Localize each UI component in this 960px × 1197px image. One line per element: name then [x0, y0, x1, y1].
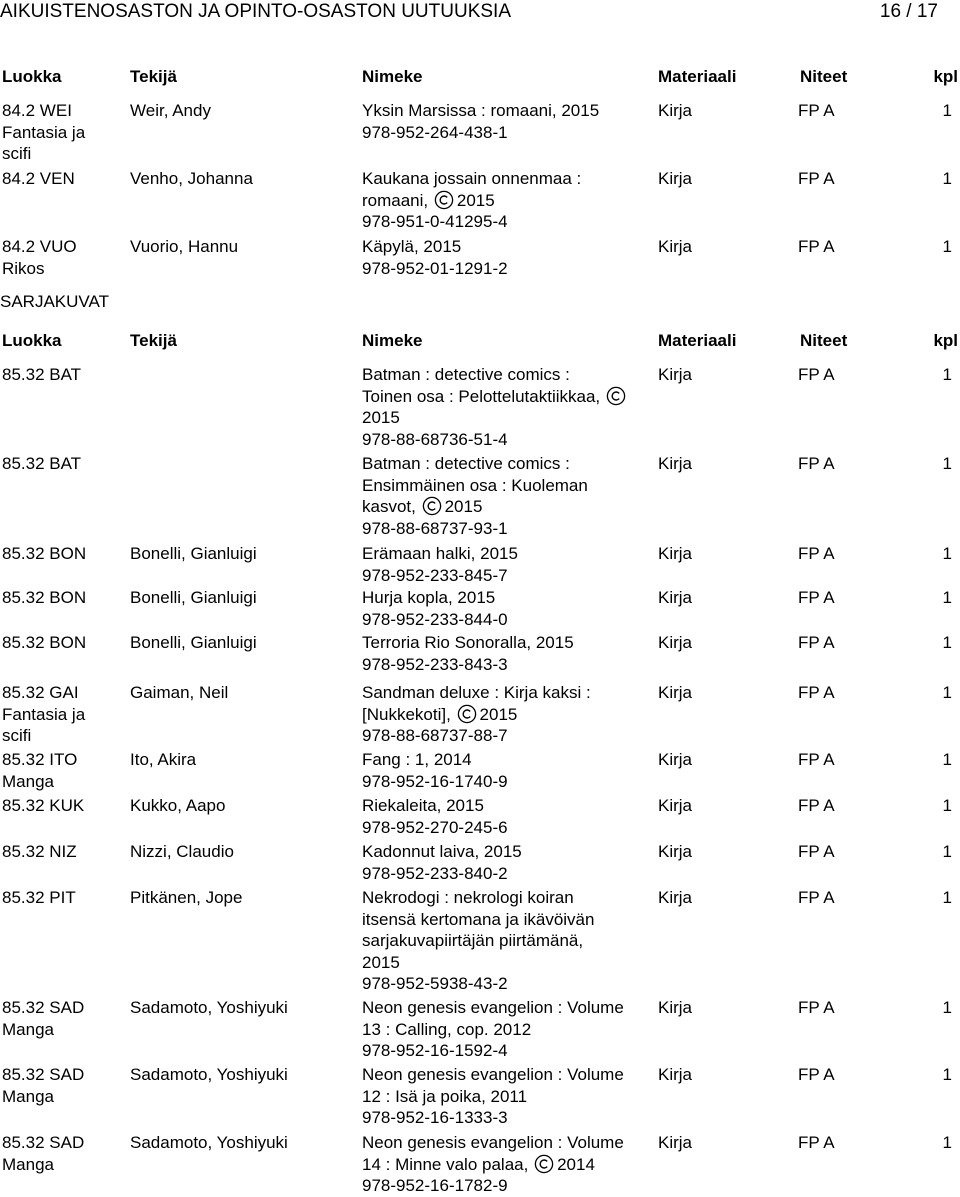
cell-luokka: [2, 168, 75, 190]
classification-code: 85.32 BAT: [2, 454, 82, 473]
cell-kpl: 1: [942, 842, 952, 861]
title-line: Hurja kopla, 2015: [362, 588, 496, 607]
cell-tekija: Sadamoto, Yoshiyuki: [130, 1065, 288, 1084]
isbn: 978-952-264-438-1: [362, 122, 508, 142]
classification-code: 85.32 SAD: [2, 1065, 85, 1084]
isbn: 978-952-233-840-2: [362, 863, 508, 883]
column-header-kpl: kpl: [933, 331, 958, 350]
cell-materiaali: Kirja: [658, 1065, 693, 1084]
cell-nimeke: [362, 236, 508, 279]
cell-kpl: 1: [942, 544, 952, 563]
title-line: 14 : Minne valo palaa, 2014: [362, 1154, 595, 1174]
cell-nimeke: [362, 841, 522, 884]
isbn: 978-952-01-1291-2: [362, 258, 508, 278]
cell-kpl: 1: [942, 998, 952, 1017]
classification-code: 85.32 BAT: [2, 365, 82, 384]
cell-tekija: Bonelli, Gianluigi: [130, 633, 257, 652]
cell-luokka: [2, 587, 86, 609]
genre-label: Fantasia ja: [2, 122, 86, 142]
cell-niteet: FP A: [798, 888, 835, 907]
cell-niteet: FP A: [798, 1133, 835, 1152]
cell-materiaali: Kirja: [658, 796, 693, 815]
cell-tekija: Bonelli, Gianluigi: [130, 544, 257, 563]
title-line: Ensimmäinen osa : Kuoleman: [362, 475, 588, 495]
copyright-icon: [606, 386, 626, 406]
title-line: 2015: [362, 952, 400, 972]
cell-kpl: 1: [942, 1065, 952, 1084]
title-line: romaani, 2015: [362, 190, 495, 210]
classification-code: 85.32 SAD: [2, 1133, 85, 1152]
cell-luokka: [2, 453, 81, 475]
cell-niteet: FP A: [798, 683, 835, 702]
column-header-nimeke: Nimeke: [362, 67, 423, 86]
cell-tekija: Bonelli, Gianluigi: [130, 588, 257, 607]
cell-nimeke: [362, 1132, 624, 1197]
cell-luokka: [2, 841, 77, 863]
isbn: 978-952-16-1592-4: [362, 1041, 508, 1061]
cell-luokka: [2, 795, 84, 817]
cell-niteet: FP A: [798, 365, 835, 384]
cell-nimeke: [362, 632, 574, 675]
column-header-row: [0, 66, 960, 88]
genre-label: scifi: [2, 144, 32, 164]
column-header-materiaali: Materiaali: [658, 67, 737, 86]
cell-materiaali: Kirja: [658, 454, 693, 473]
page-header: [0, 0, 960, 24]
title-line: Neon genesis evangelion : Volume: [362, 998, 624, 1017]
isbn: 978-952-5938-43-2: [362, 974, 508, 994]
cell-tekija: Sadamoto, Yoshiyuki: [130, 1133, 288, 1152]
title-line: Riekaleita, 2015: [362, 796, 484, 815]
title-line: Käpylä, 2015: [362, 237, 462, 256]
cell-kpl: 1: [942, 888, 952, 907]
cell-materiaali: Kirja: [658, 633, 693, 652]
cell-kpl: 1: [942, 454, 952, 473]
title-line: 13 : Calling, cop. 2012: [362, 1019, 532, 1039]
genre-label: Manga: [2, 1154, 54, 1174]
cell-materiaali: Kirja: [658, 1133, 693, 1152]
cell-niteet: FP A: [798, 1065, 835, 1084]
title-line: Erämaan halki, 2015: [362, 544, 518, 563]
cell-luokka: [2, 1064, 84, 1107]
cell-luokka: [2, 682, 85, 747]
copyright-icon: [434, 190, 454, 210]
document-title: AIKUISTENOSASTON JA OPINTO-OSASTON UUTUUKSIA: [0, 1, 511, 22]
cell-tekija: Weir, Andy: [130, 101, 211, 120]
title-line: kasvot, 2015: [362, 497, 483, 517]
cell-materiaali: Kirja: [658, 544, 693, 563]
title-line: Terroria Rio Sonoralla, 2015: [362, 633, 574, 652]
copyright-icon: [457, 704, 477, 724]
cell-materiaali: Kirja: [658, 101, 693, 120]
classification-code: 85.32 KUK: [2, 796, 85, 815]
copyright-icon: [422, 496, 442, 516]
cell-niteet: FP A: [798, 633, 835, 652]
column-header-niteet: Niteet: [800, 331, 848, 350]
cell-niteet: FP A: [798, 842, 835, 861]
cell-niteet: FP A: [798, 237, 835, 256]
genre-label: Rikos: [2, 258, 45, 278]
cell-kpl: 1: [942, 750, 952, 769]
cell-kpl: 1: [942, 1133, 952, 1152]
cell-niteet: FP A: [798, 169, 835, 188]
cell-tekija: Pitkänen, Jope: [130, 888, 243, 907]
cell-tekija: Vuorio, Hannu: [130, 237, 239, 256]
cell-tekija: Ito, Akira: [130, 750, 197, 769]
cell-kpl: 1: [942, 365, 952, 384]
title-line: Neon genesis evangelion : Volume: [362, 1133, 624, 1152]
classification-code: 84.2 VEN: [2, 169, 75, 188]
cell-kpl: 1: [942, 101, 952, 120]
cell-kpl: 1: [942, 169, 952, 188]
cell-niteet: FP A: [798, 998, 835, 1017]
cell-nimeke: [362, 795, 508, 838]
isbn: 978-952-16-1333-3: [362, 1108, 508, 1128]
cell-luokka: [2, 1132, 84, 1175]
publication-year: 2015: [456, 190, 495, 210]
cell-nimeke: [362, 749, 508, 792]
column-header-row: [0, 330, 960, 352]
title-line: Nekrodogi : nekrologi koiran: [362, 888, 574, 907]
cell-tekija: Nizzi, Claudio: [130, 842, 234, 861]
cell-nimeke: [362, 100, 599, 143]
isbn: 978-88-68737-93-1: [362, 518, 508, 538]
cell-luokka: [2, 543, 86, 565]
cell-nimeke: [362, 453, 588, 539]
copyright-icon: [534, 1154, 554, 1174]
cell-kpl: 1: [942, 683, 952, 702]
classification-code: 85.32 SAD: [2, 998, 85, 1017]
isbn: 978-952-270-245-6: [362, 817, 508, 837]
publication-year: 2015: [479, 704, 518, 724]
cell-nimeke: [362, 543, 518, 586]
isbn: 978-952-16-1782-9: [362, 1176, 508, 1196]
isbn: 978-952-233-843-3: [362, 654, 508, 674]
cell-nimeke: [362, 1064, 624, 1129]
isbn: 978-951-0-41295-4: [362, 212, 508, 232]
cell-materiaali: Kirja: [658, 683, 693, 702]
title-line: Batman : detective comics :: [362, 365, 570, 384]
cell-luokka: [2, 749, 77, 792]
column-header-tekija: Tekijä: [130, 67, 177, 86]
title-line: Kadonnut laiva, 2015: [362, 842, 522, 861]
cell-materiaali: Kirja: [658, 169, 693, 188]
cell-nimeke: [362, 682, 591, 747]
isbn: 978-88-68736-51-4: [362, 429, 508, 449]
genre-label: Fantasia ja: [2, 704, 86, 724]
title-line: Fang : 1, 2014: [362, 750, 472, 769]
publication-year: 2015: [444, 497, 483, 517]
column-header-kpl: kpl: [933, 67, 958, 86]
cell-tekija: Gaiman, Neil: [130, 683, 229, 702]
classification-code: 85.32 GAI: [2, 683, 79, 702]
isbn: 978-952-233-844-0: [362, 609, 508, 629]
cell-tekija: Kukko, Aapo: [130, 796, 226, 815]
title-line: Yksin Marsissa : romaani, 2015: [362, 101, 600, 120]
column-header-tekija: Tekijä: [130, 331, 177, 350]
genre-label: Manga: [2, 1019, 54, 1039]
cell-nimeke: [362, 887, 594, 995]
title-line: 12 : Isä ja poika, 2011: [362, 1086, 528, 1106]
cell-luokka: [2, 236, 77, 279]
cell-luokka: [2, 997, 84, 1040]
column-header-nimeke: Nimeke: [362, 331, 423, 350]
isbn: 978-88-68737-88-7: [362, 726, 508, 746]
column-header-niteet: Niteet: [800, 67, 848, 86]
title-line: sarjakuvapiirtäjän piirtämänä,: [362, 931, 584, 951]
cell-luokka: [2, 364, 81, 386]
cell-materiaali: Kirja: [658, 588, 693, 607]
classification-code: 84.2 WEI: [2, 101, 72, 120]
cell-niteet: FP A: [798, 796, 835, 815]
cell-niteet: FP A: [798, 101, 835, 120]
genre-label: scifi: [2, 726, 32, 746]
column-header-luokka: Luokka: [2, 331, 62, 350]
cell-materiaali: Kirja: [658, 365, 693, 384]
cell-materiaali: Kirja: [658, 998, 693, 1017]
genre-label: Manga: [2, 1086, 54, 1106]
cell-niteet: FP A: [798, 544, 835, 563]
cell-nimeke: [362, 364, 629, 450]
cell-nimeke: [362, 997, 624, 1062]
title-line: 2015: [362, 408, 400, 428]
classification-code: 85.32 BON: [2, 544, 87, 563]
publication-year: 2014: [557, 1154, 595, 1174]
cell-materiaali: Kirja: [658, 842, 693, 861]
classification-code: 85.32 PIT: [2, 888, 76, 907]
cell-niteet: FP A: [798, 588, 835, 607]
column-header-luokka: Luokka: [2, 67, 62, 86]
classification-code: 85.32 ITO: [2, 750, 78, 769]
isbn: 978-952-233-845-7: [362, 565, 508, 585]
classification-code: 85.32 NIZ: [2, 842, 77, 861]
isbn: 978-952-16-1740-9: [362, 771, 508, 791]
cell-materiaali: Kirja: [658, 237, 693, 256]
cell-luokka: [2, 632, 86, 654]
cell-materiaali: Kirja: [658, 888, 693, 907]
title-line: [Nukkekoti], 2015: [362, 704, 518, 724]
title-line: Neon genesis evangelion : Volume: [362, 1065, 624, 1084]
genre-label: Manga: [2, 771, 54, 791]
cell-luokka: [2, 100, 85, 165]
section-title-sarjakuvat: SARJAKUVAT: [0, 292, 109, 311]
cell-niteet: FP A: [798, 454, 835, 473]
classification-code: 85.32 BON: [2, 633, 87, 652]
classification-code: 85.32 BON: [2, 588, 87, 607]
title-line: Kaukana jossain onnenmaa :: [362, 169, 582, 188]
title-line: itsensä kertomana ja ikävöivän: [362, 909, 595, 929]
title-line: Batman : detective comics :: [362, 454, 570, 473]
cell-tekija: Sadamoto, Yoshiyuki: [130, 998, 288, 1017]
cell-kpl: 1: [942, 588, 952, 607]
cell-materiaali: Kirja: [658, 750, 693, 769]
classification-code: 84.2 VUO: [2, 237, 77, 256]
cell-tekija: Venho, Johanna: [130, 169, 253, 188]
cell-nimeke: [362, 168, 581, 233]
column-header-materiaali: Materiaali: [658, 331, 737, 350]
cell-kpl: 1: [942, 633, 952, 652]
cell-kpl: 1: [942, 796, 952, 815]
title-line: Sandman deluxe : Kirja kaksi :: [362, 683, 591, 702]
cell-luokka: [2, 887, 76, 909]
cell-kpl: 1: [942, 237, 952, 256]
cell-niteet: FP A: [798, 750, 835, 769]
title-line: Toinen osa : Pelottelutaktiikkaa,: [362, 386, 629, 408]
cell-nimeke: [362, 587, 508, 630]
page-number: 16 / 17: [879, 1, 938, 22]
